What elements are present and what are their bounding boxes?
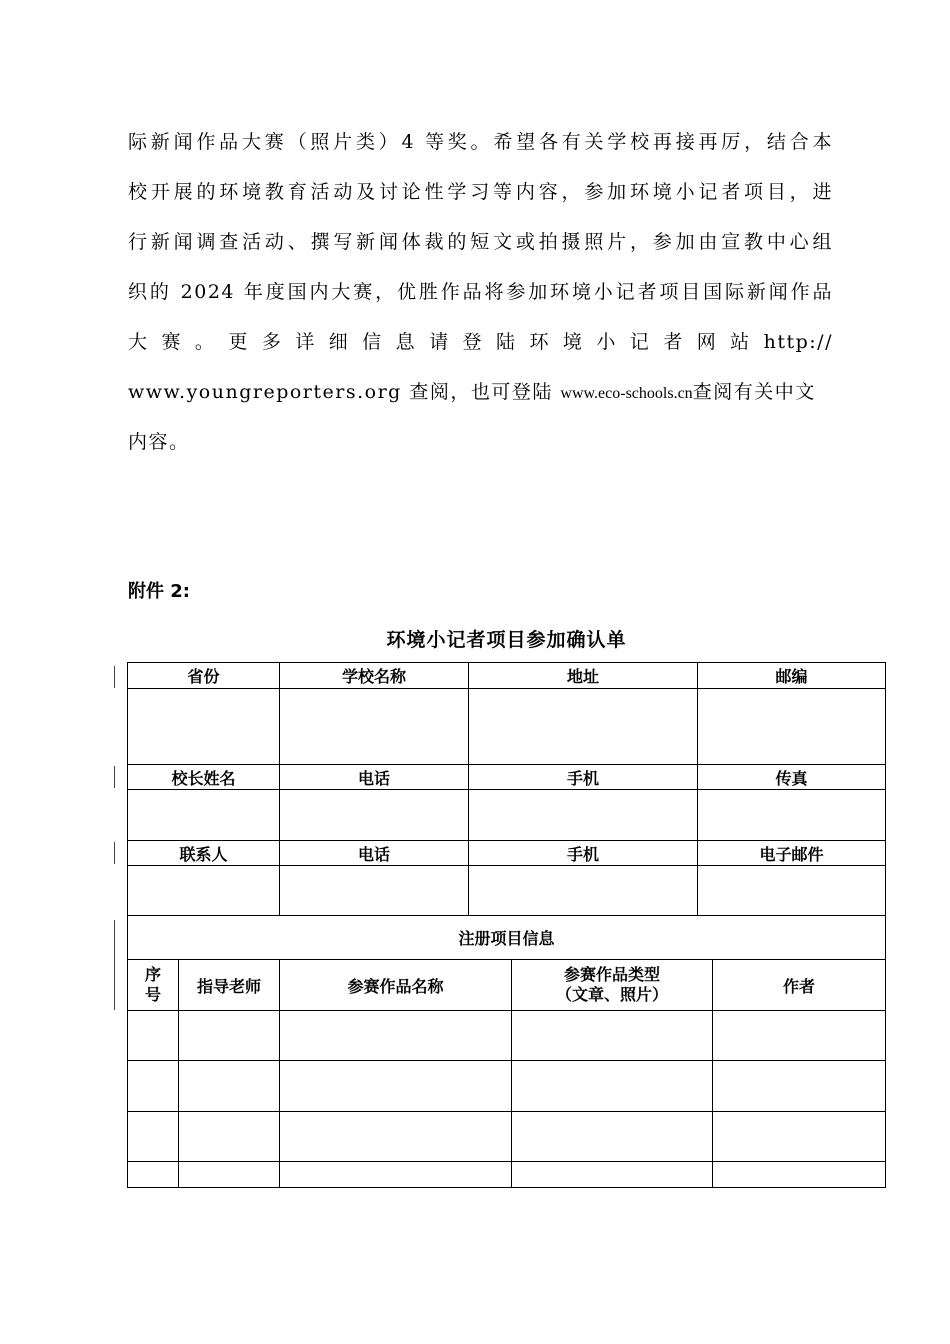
seq-cell[interactable] — [128, 1011, 179, 1061]
header-contact-person: 联系人 — [128, 841, 280, 866]
instructor-cell[interactable] — [179, 1011, 280, 1061]
header-province: 省份 — [128, 663, 280, 689]
header-entry-title: 参赛作品名称 — [280, 960, 512, 1011]
table-row — [128, 1011, 886, 1061]
table-row — [128, 1162, 886, 1188]
body-paragraph — [128, 124, 833, 474]
header-principal-name: 校长姓名 — [128, 765, 280, 790]
title-cell[interactable] — [280, 1061, 512, 1112]
header-contact-phone: 电话 — [280, 841, 469, 866]
contact-mobile-field[interactable] — [469, 866, 698, 916]
header-address: 地址 — [469, 663, 698, 689]
fax-field[interactable] — [698, 790, 886, 841]
table-row — [128, 1061, 886, 1112]
header-mobile: 手机 — [469, 765, 698, 790]
form-title: 环境小记者项目参加确认单 — [386, 629, 627, 651]
author-cell[interactable] — [713, 1162, 886, 1188]
attachment-label: 附件 2: — [128, 581, 190, 602]
header-school-name: 学校名称 — [280, 663, 469, 689]
instructor-cell[interactable] — [179, 1162, 280, 1188]
instructor-cell[interactable] — [179, 1112, 280, 1162]
table-row — [128, 1112, 886, 1162]
seq-cell[interactable] — [128, 1162, 179, 1188]
school-name-field[interactable] — [280, 689, 469, 765]
address-field[interactable] — [469, 689, 698, 765]
entries-table — [127, 959, 886, 1188]
header-sequence-number — [128, 960, 179, 1011]
instructor-cell[interactable] — [179, 1061, 280, 1112]
header-entry-type — [512, 960, 713, 1011]
seq-char-2: 号 — [144, 985, 161, 1004]
type-cell[interactable] — [512, 1011, 713, 1061]
margin-mark — [114, 842, 115, 864]
paragraph-line: 大 赛 。 更 多 详 细 信 息 请 登 陆 环 境 小 记 者 网 站 http:// — [128, 331, 833, 353]
seq-cell[interactable] — [128, 1061, 179, 1112]
principal-mobile-field[interactable] — [469, 790, 698, 841]
header-fax: 传真 — [698, 765, 886, 790]
header-phone: 电话 — [280, 765, 469, 790]
header-instructor: 指导老师 — [179, 960, 280, 1011]
header-postcode: 邮编 — [698, 663, 886, 689]
title-cell[interactable] — [280, 1112, 512, 1162]
registration-info-table — [127, 662, 886, 960]
header-email: 电子邮件 — [698, 841, 886, 866]
margin-mark — [114, 766, 115, 788]
province-field[interactable] — [128, 689, 280, 765]
author-cell[interactable] — [713, 1112, 886, 1162]
type-cell[interactable] — [512, 1112, 713, 1162]
entry-type-label: 参赛作品类型 — [563, 965, 660, 984]
paragraph-line-start: www.youngreporters.org 查阅，也可登陆 — [128, 381, 561, 403]
principal-phone-field[interactable] — [280, 790, 469, 841]
type-cell[interactable] — [512, 1162, 713, 1188]
paragraph-line: 行新闻调查活动、撰写新闻体裁的短文或拍摄照片，参加由宣教中心组 — [128, 231, 833, 253]
email-field[interactable] — [698, 866, 886, 916]
author-cell[interactable] — [713, 1011, 886, 1061]
margin-mark — [114, 666, 115, 688]
paragraph-line: 校开展的环境教育活动及讨论性学习等内容，参加环境小记者项目，进 — [128, 181, 833, 203]
title-cell[interactable] — [280, 1011, 512, 1061]
section-title-registration: 注册项目信息 — [128, 916, 886, 960]
type-cell[interactable] — [512, 1061, 713, 1112]
postcode-field[interactable] — [698, 689, 886, 765]
principal-name-field[interactable] — [128, 790, 280, 841]
paragraph-line: 内容。 — [128, 431, 190, 453]
header-author: 作者 — [713, 960, 886, 1011]
author-cell[interactable] — [713, 1061, 886, 1112]
paragraph-line: 织的 2024 年度国内大赛，优胜作品将参加环境小记者项目国际新闻作品 — [128, 281, 833, 303]
eco-schools-link[interactable]: www.eco-schools.cn — [560, 385, 693, 402]
paragraph-line: 际新闻作品大赛（照片类）4 等奖。希望各有关学校再接再厉，结合本 — [128, 131, 833, 153]
contact-phone-field[interactable] — [280, 866, 469, 916]
seq-char-1: 序 — [144, 965, 161, 984]
title-cell[interactable] — [280, 1162, 512, 1188]
entry-type-note: （文章、照片） — [555, 985, 668, 1004]
seq-cell[interactable] — [128, 1112, 179, 1162]
paragraph-line-with-links — [128, 374, 833, 424]
margin-mark — [114, 920, 115, 1010]
header-contact-mobile: 手机 — [469, 841, 698, 866]
paragraph-line-end: 查阅有关中文 — [692, 381, 816, 403]
contact-person-field[interactable] — [128, 866, 280, 916]
